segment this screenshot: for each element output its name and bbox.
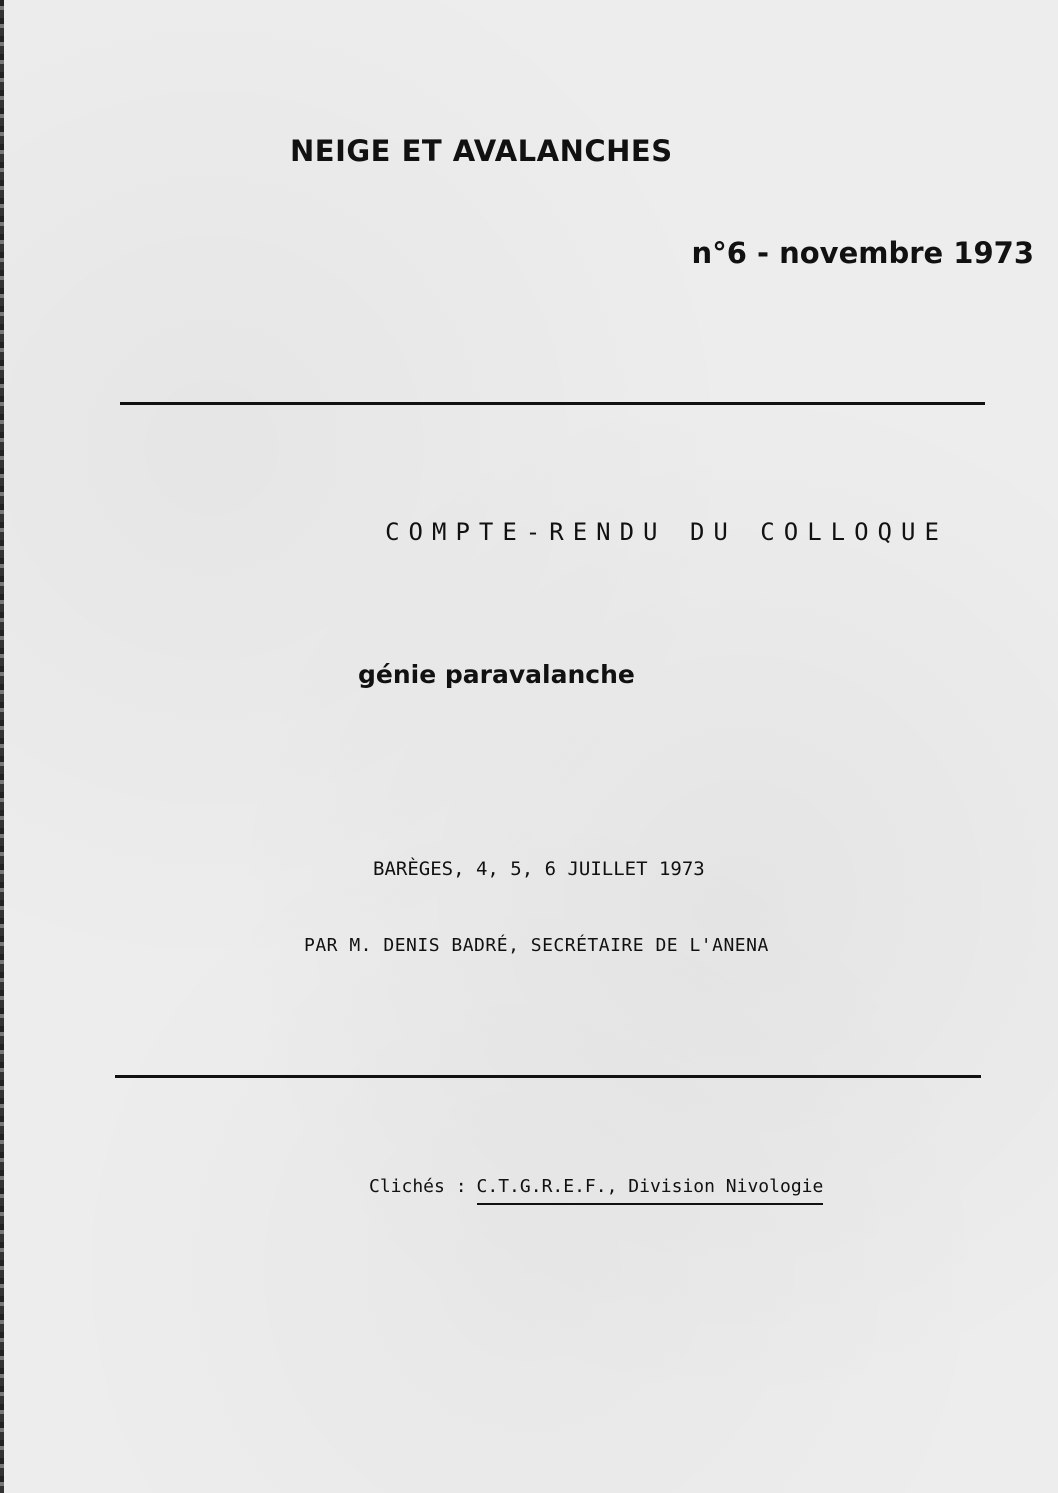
photo-credits bbox=[369, 1176, 823, 1197]
scanned-page-edge bbox=[0, 0, 4, 1493]
journal-title: NEIGE ET AVALANCHES bbox=[290, 134, 673, 168]
bottom-divider bbox=[115, 1075, 981, 1078]
place-date: BARÈGES, 4, 5, 6 JUILLET 1973 bbox=[373, 858, 705, 880]
report-heading: COMPTE-RENDU DU COLLOQUE bbox=[385, 518, 948, 546]
photo-credits-label: Clichés : bbox=[369, 1176, 467, 1197]
author-line: PAR M. DENIS BADRÉ, SECRÉTAIRE DE L'ANENA bbox=[304, 935, 769, 956]
issue-number-date: n°6 - novembre 1973 bbox=[691, 236, 1034, 270]
subject-title: génie paravalanche bbox=[358, 660, 635, 689]
photo-credits-value: C.T.G.R.E.F., Division Nivologie bbox=[477, 1176, 824, 1205]
top-divider bbox=[120, 402, 985, 405]
report-heading-wrapper bbox=[0, 518, 1058, 546]
